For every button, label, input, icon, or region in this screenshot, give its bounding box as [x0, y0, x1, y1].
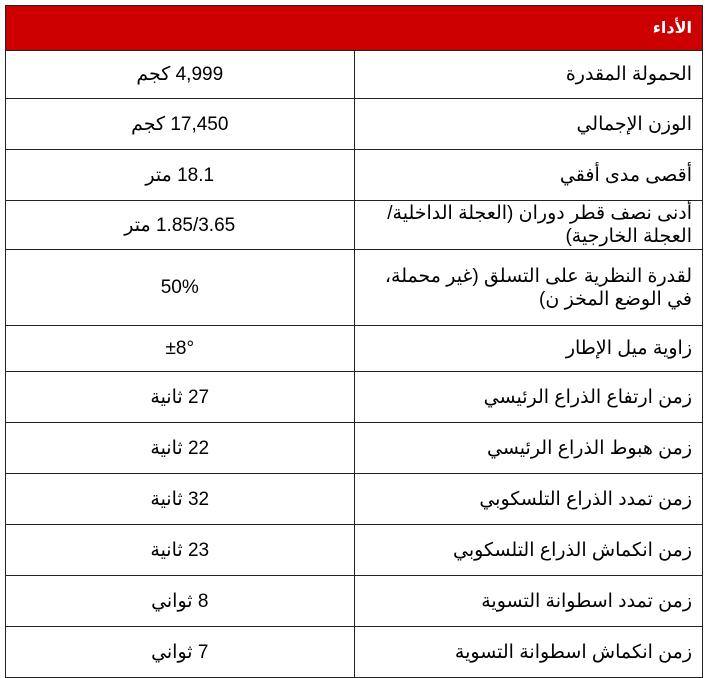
spec-value	[6, 250, 355, 326]
table-row	[6, 525, 703, 576]
spec-value	[6, 150, 355, 201]
spec-value	[6, 525, 355, 576]
spec-value-number: 27	[187, 386, 210, 408]
spec-value-unit: متر	[145, 164, 172, 186]
spec-value-unit: ثواني	[151, 590, 193, 612]
spec-label: الوزن الإجمالي	[354, 99, 703, 150]
spec-value	[6, 423, 355, 474]
spec-value	[6, 372, 355, 423]
table-row	[6, 372, 703, 423]
spec-value	[6, 201, 355, 250]
spec-value	[6, 627, 355, 678]
table-row	[6, 51, 703, 99]
table-row	[6, 423, 703, 474]
spec-value-unit: كجم	[131, 113, 166, 135]
spec-value-unit: كجم	[136, 64, 171, 85]
spec-value	[6, 326, 355, 372]
spec-value	[6, 99, 355, 150]
spec-label: أقصى مدى أفقي	[354, 150, 703, 201]
spec-value-unit: ثانية	[150, 386, 183, 408]
table-row	[6, 576, 703, 627]
table-header-row	[6, 6, 703, 51]
spec-value-number: 8	[197, 590, 209, 612]
table-row	[6, 250, 703, 326]
spec-label: الحمولة المقدرة	[354, 51, 703, 99]
spec-value-number: ±8°	[165, 337, 195, 359]
spec-value-number: 4,999	[175, 64, 224, 85]
table-row	[6, 627, 703, 678]
table-row	[6, 474, 703, 525]
spec-value	[6, 51, 355, 99]
spec-value-unit: ثواني	[151, 641, 193, 663]
spec-label: زمن انكماش الذراع التلسكوبي	[354, 525, 703, 576]
spec-value-unit: متر	[124, 214, 151, 236]
spec-value-number: 32	[187, 488, 210, 510]
spec-value	[6, 474, 355, 525]
spec-value-unit: ثانية	[150, 488, 183, 510]
spec-value-unit: ثانية	[150, 539, 183, 561]
spec-value-number: 17,450	[170, 113, 229, 135]
spec-label: أدنى نصف قطر دوران (العجلة الداخلية/العجلة الخارجية)	[354, 201, 703, 250]
spec-value-number: 23	[187, 539, 210, 561]
table-row	[6, 150, 703, 201]
spec-label: زمن تمدد الذراع التلسكوبي	[354, 474, 703, 525]
performance-spec-table	[5, 5, 703, 678]
spec-value-unit: ثانية	[150, 437, 183, 459]
spec-label: زمن تمدد اسطوانة التسوية	[354, 576, 703, 627]
table-row	[6, 326, 703, 372]
spec-label: زمن انكماش اسطوانة التسوية	[354, 627, 703, 678]
spec-value-number: 50%	[160, 276, 199, 298]
spec-value-number: 1.85/3.65	[155, 214, 236, 236]
table-row	[6, 99, 703, 150]
spec-label: زمن ارتفاع الذراع الرئيسي	[354, 372, 703, 423]
spec-value-number: 18.1	[177, 164, 215, 186]
spec-value-number: 7	[197, 641, 209, 663]
table-header-title: الأداء	[6, 6, 703, 51]
spec-value-number: 22	[187, 437, 210, 459]
spec-label: زمن هبوط الذراع الرئيسي	[354, 423, 703, 474]
table-row	[6, 201, 703, 250]
spec-label: لقدرة النظرية على التسلق (غير محملة، في الوضع المخز ن)	[354, 250, 703, 326]
spec-value	[6, 576, 355, 627]
spec-label: زاوية ميل الإطار	[354, 326, 703, 372]
